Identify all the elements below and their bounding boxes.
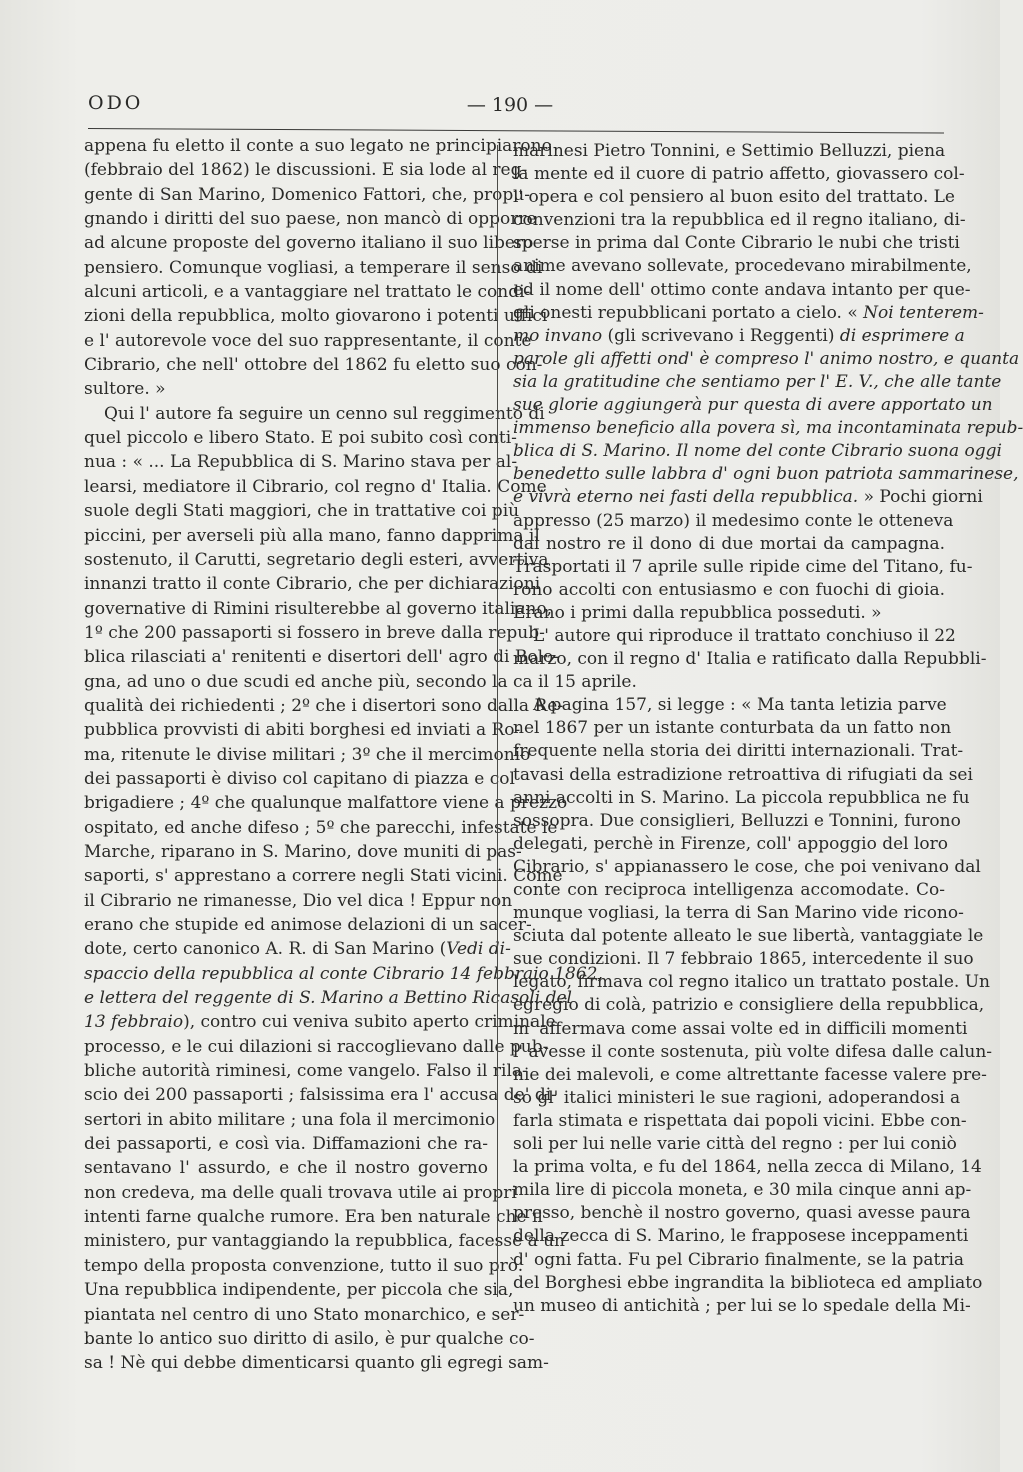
- text-line: [84, 1278, 514, 1302]
- text-segment: pubblica provvisti di abiti borghesi ed inviati a Ro-: [84, 720, 521, 741]
- text-segment: Erano i primi dalla repubblica posseduti. »: [513, 602, 882, 623]
- text-segment: bante lo antico suo diritto di asilo, è pur qualche co-: [84, 1328, 535, 1349]
- text-segment: ministero, pur vantaggiando la repubblica, facesse a un: [84, 1231, 566, 1252]
- text-segment: anime avevano sollevate, procedevano mirabilmente,: [513, 256, 972, 277]
- text-segment: sentavano l' assurdo, e che il nostro governo: [84, 1158, 488, 1179]
- text-segment: un museo di antichità ; per lui se lo spedale della Mi-: [513, 1295, 971, 1316]
- text-segment: gna, ad uno o due scudi ed anche più, secondo la: [84, 671, 508, 692]
- text-line: [84, 816, 558, 840]
- text-segment: Marche, riparano in S. Marino, dove muniti di pas-: [84, 841, 522, 862]
- text-segment: 13 febbraio: [84, 1012, 184, 1033]
- text-line: [513, 1110, 967, 1133]
- text-segment: sia la gratitudine che sentiamo per l' E. V., che alle tante: [513, 371, 1002, 392]
- text-segment: bliche autorità riminesi, come vangelo. Falso il rila-: [84, 1061, 528, 1082]
- text-segment: munque vogliasi, la terra di San Marino vide ricono-: [513, 903, 964, 924]
- text-line: [84, 1108, 496, 1132]
- text-line: [84, 402, 545, 426]
- text-line: [84, 426, 517, 450]
- text-segment: quel piccolo e libero Stato. E poi subito così conti-: [84, 428, 517, 449]
- text-line: [84, 450, 518, 474]
- text-line: [513, 1225, 969, 1248]
- text-segment: e lettera del reggente di S. Marino a Bettino Ricasoli del: [84, 988, 572, 1009]
- text-segment: rono accolti con entusiasmo e con fuochi di gioia.: [513, 579, 945, 600]
- text-segment: piantata nel centro di uno Stato monarchico, e ser-: [84, 1304, 525, 1325]
- text-segment: ca il 15 aprile.: [513, 672, 637, 693]
- text-line: [84, 937, 511, 961]
- text-line: [84, 329, 532, 353]
- text-segment: 1º che 200 passaporti si fossero in breve dalla repub-: [84, 622, 545, 643]
- text-segment: intenti farne qualche rumore. Era ben naturale che il: [84, 1207, 543, 1228]
- text-segment: sciuta dal potente alleato le sue libertà, vantaggiate le: [513, 926, 984, 947]
- text-line: [513, 209, 966, 232]
- text-segment: egregio di colà, patrizio e consigliere della repubblica,: [513, 995, 985, 1016]
- text-line: [513, 1179, 972, 1202]
- text-line: [513, 1087, 961, 1110]
- text-line: [513, 1202, 971, 1225]
- text-segment: parole gli affetti ond' è compreso l' animo nostro, e quanta: [513, 348, 1020, 369]
- text-line: [84, 231, 534, 255]
- text-segment: dal nostro re il dono di due mortai da campagna.: [513, 533, 945, 554]
- text-line: [513, 902, 964, 925]
- text-line: [513, 1064, 987, 1087]
- text-line: [84, 134, 552, 158]
- text-line: [84, 645, 560, 669]
- text-line: [513, 556, 973, 579]
- text-line: [513, 856, 981, 879]
- text-line: [84, 694, 564, 718]
- text-line: [84, 791, 568, 815]
- text-segment: ma, ritenute le divise militari ; 3º che il mercimonio: [84, 744, 531, 765]
- text-line: [84, 1229, 566, 1253]
- text-segment: sossopra. Due consiglieri, Belluzzi e Tonnini, furono: [513, 810, 961, 831]
- text-line: [84, 864, 563, 888]
- text-segment: presso, benchè il nostro governo, quasi avesse paura: [513, 1203, 971, 1224]
- text-segment: L' autore qui riproduce il trattato conchiuso il 22: [533, 625, 956, 646]
- text-segment: dei passaporti è diviso col capitano di piazza e col: [84, 768, 515, 789]
- text-segment: l' avesse il conte sostenuta, più volte difesa dalle calun-: [513, 1041, 993, 1062]
- text-line: [84, 1156, 488, 1180]
- text-segment: non credeva, ma delle quali trovava utile ai propri: [84, 1182, 517, 1203]
- text-segment: saporti, s' apprestano a correre negli Stati vicini. Come: [84, 866, 563, 887]
- text-segment: benedetto sulle labbra d' ogni buon patriota sammarinese,: [513, 464, 1019, 485]
- text-segment: ), contro cui veniva subito aperto criminale: [183, 1012, 556, 1033]
- text-line: [513, 371, 1002, 394]
- text-line: [513, 255, 972, 278]
- text-line: [513, 994, 985, 1017]
- text-segment: pensiero. Comunque vogliasi, a temperare il senso di: [84, 257, 543, 278]
- text-line: [84, 840, 522, 864]
- text-line: [84, 718, 521, 742]
- text-segment: l' opera e col pensiero al buon esito del trattato. Le: [513, 187, 955, 208]
- text-line: [513, 1272, 983, 1295]
- text-segment: nua : « ... La Repubblica di S. Marino stava per al-: [84, 452, 518, 473]
- running-head: ODO: [88, 92, 144, 114]
- text-segment: Qui l' autore fa seguire un cenno sul reggimento di: [104, 403, 545, 424]
- text-line: [84, 256, 543, 280]
- text-segment: immenso beneficio alla povera sì, ma incontaminata repub-: [513, 418, 1023, 439]
- text-segment: nel 1867 per un istante conturbata da un fatto non: [513, 718, 952, 739]
- text-line: [84, 1205, 543, 1229]
- text-line: [84, 158, 528, 182]
- text-segment: tavasi della estradizione retroattiva di rifugiati da sei: [513, 764, 973, 785]
- text-line: [513, 971, 990, 994]
- text-line: [513, 533, 945, 556]
- text-segment: sostenuto, il Carutti, segretario degli esteri, avvertiva: [84, 549, 549, 570]
- text-segment: blica di S. Marino. Il nome del conte Cibrario suona oggi: [513, 441, 1002, 462]
- text-segment: Una repubblica indipendente, per piccola che sia,: [84, 1280, 514, 1301]
- text-line: [513, 1156, 982, 1179]
- text-line: [513, 648, 987, 671]
- text-line: [84, 1327, 535, 1351]
- text-line: [513, 625, 956, 648]
- column-divider: [497, 145, 498, 1297]
- text-segment: gente di San Marino, Domenico Fattori, che, propu-: [84, 184, 530, 205]
- text-line: [84, 475, 547, 499]
- text-line: [513, 1041, 993, 1064]
- text-line: [84, 1083, 557, 1107]
- text-line: [84, 1132, 488, 1156]
- text-line: [513, 394, 993, 417]
- text-line: [513, 810, 961, 833]
- text-segment: gli onesti repubblicani portato a cielo. «: [513, 302, 864, 323]
- text-segment: sertori in abito militare ; una fola il mercimonio: [84, 1109, 496, 1130]
- text-segment: frequente nella storia dei diritti internazionali. Trat-: [513, 741, 964, 762]
- text-line: [513, 833, 949, 856]
- text-segment: qualità dei richiedenti ; 2º che i disertori sono dalla Re-: [84, 695, 564, 716]
- text-segment: sperse in prima dal Conte Cibrario le nubi che tristi: [513, 233, 960, 254]
- text-segment: sue glorie aggiungerà pur questa di avere apportato un: [513, 395, 993, 416]
- text-line: [513, 602, 945, 625]
- text-line: [84, 1351, 549, 1375]
- text-line: [513, 1249, 965, 1272]
- text-segment: anni accolti in S. Marino. La piccola repubblica ne fu: [513, 787, 970, 808]
- text-line: [84, 207, 537, 231]
- text-line: [84, 280, 531, 304]
- text-line: [84, 548, 549, 572]
- text-segment: suole degli Stati maggiori, che in trattative coi più: [84, 501, 520, 522]
- header-rule: [88, 128, 944, 133]
- text-segment: A pagina 157, si legge : « Ma tanta letizia parve: [533, 695, 947, 716]
- text-segment: (febbraio del 1862) le discussioni. E sia lode al reg-: [84, 160, 528, 181]
- text-line: [84, 524, 540, 548]
- text-line: [513, 510, 954, 533]
- text-segment: soli per lui nelle varie città del regno : per lui coniò: [513, 1134, 957, 1155]
- text-line: [84, 1303, 525, 1327]
- text-segment: il Cibrario ne rimanesse, Dio vel dica ! Eppur non: [84, 890, 513, 911]
- text-segment: Vedi di-: [446, 939, 511, 960]
- text-line: [513, 1295, 971, 1318]
- text-segment: (gli scrivevano i Reggenti): [602, 325, 840, 346]
- text-segment: sue condizioni. Il 7 febbraio 1865, intercedente il suo: [513, 949, 974, 970]
- text-segment: d' ogni fatta. Fu pel Cibrario finalmente, se la patria: [513, 1249, 965, 1270]
- text-line: [84, 1254, 524, 1278]
- page-number: — 190 —: [466, 94, 554, 116]
- text-segment: erano che stupide ed animose delazioni di un sacer-: [84, 915, 532, 935]
- text-line: [513, 302, 984, 325]
- text-line: [513, 279, 971, 302]
- text-line: [84, 767, 515, 791]
- text-line: [84, 1059, 528, 1083]
- text-line: [84, 572, 541, 596]
- text-segment: m' affermava come assai volte ed in difficili momenti: [513, 1018, 968, 1039]
- text-segment: » Pochi giorni: [858, 487, 983, 508]
- text-line: [513, 579, 945, 602]
- text-line: [513, 925, 984, 948]
- text-line: [84, 377, 488, 401]
- text-segment: delegati, perchè in Firenze, coll' appoggio del loro: [513, 833, 949, 854]
- text-segment: convenzioni tra la repubblica ed il regno italiano, di-: [513, 210, 966, 231]
- text-line: [513, 1133, 957, 1156]
- text-segment: Cibrario, che nell' ottobre del 1862 fu eletto suo con-: [84, 355, 543, 376]
- text-segment: marzo, con il regno d' Italia e ratificato dalla Repubbli-: [513, 649, 987, 670]
- text-segment: Trasportati il 7 aprile sulle ripide cime del Titano, fu-: [513, 556, 973, 577]
- text-segment: di esprimere a: [839, 325, 965, 346]
- text-segment: e l' autorevole voce del suo rappresentante, il conte: [84, 330, 532, 351]
- text-segment: nie dei malevoli, e come altrettante facesse valere pre-: [513, 1064, 987, 1085]
- text-segment: dote, certo canonico A. R. di San Marino (: [84, 939, 447, 960]
- text-line: [513, 740, 964, 763]
- text-segment: tempo della proposta convenzione, tutto il suo prò.: [84, 1255, 524, 1276]
- text-line: [513, 417, 1023, 440]
- text-line: [513, 879, 945, 902]
- text-segment: zioni della repubblica, molto giovarono i potenti uffici: [84, 306, 548, 327]
- text-segment: dei passaporti, e così via. Diffamazioni che ra-: [84, 1134, 488, 1155]
- text-line: [84, 1010, 556, 1034]
- text-segment: e vivrà eterno nei fasti della repubblica.: [513, 487, 859, 508]
- text-segment: del Borghesi ebbe ingrandita la biblioteca ed ampliato: [513, 1272, 983, 1293]
- text-segment: appena fu eletto il conte a suo legato ne principiarono: [84, 136, 552, 156]
- text-segment: Cibrario, s' appianassero le cose, che poi venivano dal: [513, 856, 981, 877]
- text-line: [84, 621, 545, 645]
- text-line: [84, 183, 530, 207]
- text-segment: legato, firmava col regno italico un trattato postale. Un: [513, 972, 990, 993]
- text-line: [84, 353, 543, 377]
- text-line: [513, 463, 1019, 486]
- right-column: [513, 140, 1023, 1318]
- text-segment: brigadiere ; 4º che qualunque malfattore viene a prezzo: [84, 793, 568, 814]
- text-line: [84, 913, 532, 937]
- text-line: [84, 889, 513, 913]
- text-line: [84, 1181, 517, 1205]
- text-segment: alcuni articoli, e a vantaggiare nel trattato le condi-: [84, 282, 531, 303]
- text-line: [84, 962, 603, 986]
- text-line: [84, 986, 572, 1010]
- text-line: [513, 440, 1002, 463]
- text-segment: della zecca di S. Marino, le frapposese inceppamenti: [513, 1226, 969, 1247]
- text-line: [513, 186, 955, 209]
- text-segment: innanzi tratto il conte Cibrario, che per dichiarazioni: [84, 574, 541, 595]
- text-segment: marinesi Pietro Tonnini, e Settimio Belluzzi, piena: [513, 141, 946, 161]
- text-segment: appresso (25 marzo) il medesimo conte le otteneva: [513, 510, 954, 531]
- text-line: [513, 232, 960, 255]
- text-line: [513, 325, 965, 348]
- text-line: [513, 717, 952, 740]
- text-segment: sultore. »: [84, 379, 166, 400]
- text-line: [513, 948, 974, 971]
- text-segment: farla stimata e rispettata dai popoli vicini. Ebbe con-: [513, 1110, 967, 1131]
- text-segment: conte con reciproca intelligenza accomodate. Co-: [513, 880, 945, 900]
- text-line: [513, 671, 945, 694]
- text-line: [84, 304, 548, 328]
- text-line: [84, 743, 531, 767]
- text-line: [84, 1035, 549, 1059]
- text-line: [513, 1018, 968, 1041]
- text-line: [84, 670, 508, 694]
- text-segment: governative di Rimini risulterebbe al governo italiano,: [84, 598, 553, 619]
- text-segment: piccini, per averseli più alla mano, fanno dapprima il: [84, 525, 540, 546]
- text-segment: ospitato, ed anche difeso ; 5º che parecchi, infestate le: [84, 817, 558, 838]
- text-segment: mila lire di piccola moneta, e 30 mila cinque anni ap-: [513, 1180, 972, 1201]
- text-segment: gnando i diritti del suo paese, non mancò di opporre: [84, 209, 537, 230]
- text-line: [84, 597, 553, 621]
- text-segment: ad alcune proposte del governo italiano il suo libero: [84, 233, 534, 254]
- text-line: [513, 764, 973, 787]
- text-segment: la prima volta, e fu del 1864, nella zecca di Milano, 14: [513, 1157, 982, 1178]
- text-segment: sa ! Nè qui debbe dimenticarsi quanto gli egregi sam-: [84, 1353, 549, 1374]
- text-segment: blica rilasciati a' renitenti e disertori dell' agro di Bolo-: [84, 647, 560, 668]
- text-line: [513, 348, 1020, 371]
- text-line: [513, 787, 970, 810]
- text-segment: spaccio della repubblica al conte Cibrario 14 febbraio 1862,: [84, 963, 603, 984]
- text-line: [84, 499, 520, 523]
- text-line: [513, 140, 945, 163]
- text-segment: la mente ed il cuore di patrio affetto, giovassero col-: [513, 164, 965, 185]
- text-line: [513, 694, 945, 717]
- text-segment: Noi tenterem-: [863, 302, 984, 323]
- text-line: [513, 486, 983, 509]
- text-segment: processo, e le cui dilazioni si raccoglievano dalle pub-: [84, 1036, 549, 1057]
- text-segment: learsi, mediatore il Cibrario, col regno d' Italia. Come: [84, 476, 547, 497]
- text-segment: ed il nome dell' ottimo conte andava intanto per que-: [513, 279, 971, 300]
- text-line: [513, 163, 965, 186]
- text-segment: so gl' italici ministeri le sue ragioni, adoperandosi a: [513, 1087, 961, 1108]
- text-segment: mo invano: [513, 325, 603, 346]
- text-segment: scio dei 200 passaporti ; falsissima era l' accusa de' di-: [84, 1085, 557, 1106]
